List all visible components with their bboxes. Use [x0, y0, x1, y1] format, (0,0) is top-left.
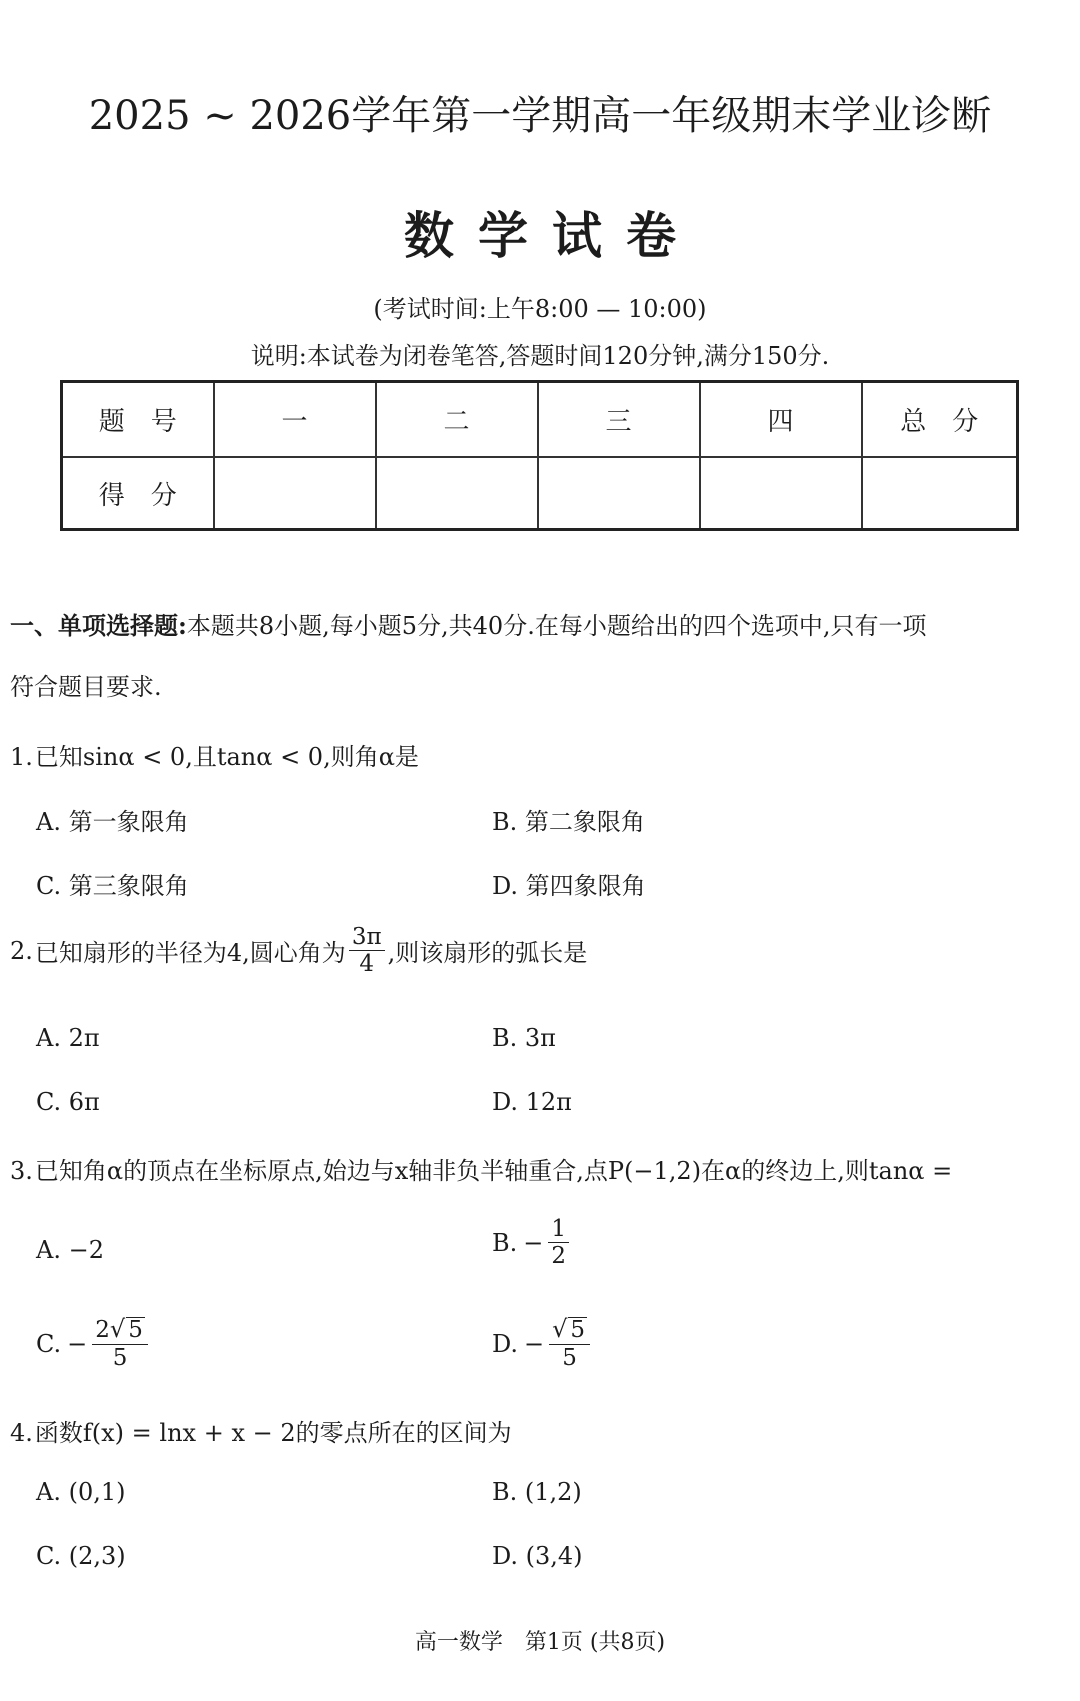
sqrt-expression	[110, 1316, 145, 1344]
question-3-option-d[interactable]	[492, 1316, 593, 1371]
fraction-denominator: 2	[551, 1243, 567, 1270]
question-1-number: 1.	[10, 743, 33, 771]
question-3-option-a[interactable]: A. −2	[36, 1236, 104, 1264]
score-cell-2[interactable]	[376, 457, 538, 529]
question-3-option-b[interactable]	[492, 1216, 572, 1270]
sqrt-expression	[552, 1316, 587, 1344]
score-cell-3[interactable]	[538, 457, 700, 529]
sqrt-icon: √	[109, 1315, 126, 1343]
question-4-option-b[interactable]: B. (1,2)	[492, 1478, 582, 1506]
score-table-col-1: 一	[214, 382, 376, 458]
question-3-stem	[10, 1151, 952, 1186]
question-2-option-b[interactable]: B. 3π	[492, 1024, 556, 1052]
section-1-intro-line-2: 符合题目要求.	[10, 673, 162, 701]
fraction-numerator	[92, 1316, 148, 1345]
section-1-intro-line-1: 本题共8小题,每小题5分,共40分.在每小题给出的四个选项中,只有一项	[186, 612, 927, 640]
fraction-numerator	[549, 1316, 590, 1345]
score-cell-1[interactable]	[214, 457, 376, 529]
question-2-option-c[interactable]: C. 6π	[36, 1088, 100, 1116]
question-4-option-c[interactable]: C. (2,3)	[36, 1542, 126, 1570]
score-table-label-question-number: 题 号	[62, 382, 214, 458]
question-4-option-a[interactable]: A. (0,1)	[36, 1478, 126, 1506]
sqrt-radicand: 5	[570, 1316, 586, 1343]
question-1-option-b[interactable]: B. 第二象限角	[492, 808, 645, 836]
option-d-label: D.	[492, 1329, 519, 1358]
question-2-stem	[10, 924, 587, 978]
option-b-minus: −	[523, 1228, 544, 1257]
question-4-text: 函数f(x) = lnx + x − 2的零点所在的区间为	[34, 1419, 512, 1447]
fraction-denominator: 4	[359, 951, 374, 978]
option-c-label: C.	[36, 1329, 62, 1358]
score-table-header-row	[62, 382, 1018, 458]
option-c-fraction	[92, 1316, 148, 1371]
option-b-label: B.	[492, 1228, 518, 1257]
page-footer: 高一数学 第1页 (共8页)	[414, 1630, 666, 1655]
question-4-stem	[10, 1413, 512, 1448]
fraction-numerator: 3π	[349, 924, 385, 951]
fraction-denominator: 5	[562, 1344, 577, 1371]
question-4-number: 4.	[10, 1419, 33, 1447]
question-2-angle-fraction	[349, 924, 385, 978]
question-2-number: 2.	[10, 936, 33, 965]
score-table-label-score: 得 分	[62, 457, 214, 529]
question-3-option-c[interactable]	[36, 1316, 151, 1371]
question-2-text-before: 已知扇形的半径为4,圆心角为	[34, 939, 346, 968]
question-1-option-a[interactable]: A. 第一象限角	[36, 808, 189, 836]
question-3-text: 已知角α的顶点在坐标原点,始边与x轴非负半轴重合,点P(−1,2)在α的终边上,则tanα =	[34, 1157, 953, 1185]
score-table-col-4: 四	[700, 382, 862, 458]
subject-title: 数学试卷	[404, 206, 700, 265]
question-1-stem	[10, 737, 419, 772]
question-3-number: 3.	[10, 1157, 33, 1185]
question-1-text: 已知sinα < 0,且tanα < 0,则角α是	[34, 743, 419, 771]
question-1-option-d[interactable]: D. 第四象限角	[492, 872, 646, 900]
score-table-col-total: 总 分	[862, 382, 1018, 458]
option-d-minus: −	[524, 1329, 545, 1358]
option-c-minus: −	[67, 1329, 88, 1358]
fraction-denominator: 5	[112, 1344, 128, 1371]
question-2-text-after: ,则该扇形的弧长是	[387, 939, 588, 968]
score-table-col-3: 三	[538, 382, 700, 458]
option-b-fraction	[548, 1216, 569, 1270]
exam-title: 2025 ~ 2026学年第一学期高一年级期末学业诊断	[88, 93, 992, 139]
question-2-option-d[interactable]: D. 12π	[492, 1088, 572, 1116]
score-cell-4[interactable]	[700, 457, 862, 529]
score-table	[60, 380, 1019, 531]
section-1-intro	[10, 606, 926, 641]
fraction-numerator: 1	[548, 1216, 569, 1243]
sqrt-radicand: 5	[128, 1316, 143, 1343]
score-table-col-2: 二	[376, 382, 538, 458]
score-table-score-row	[62, 457, 1018, 529]
question-4-option-d[interactable]: D. (3,4)	[492, 1542, 583, 1570]
score-cell-total[interactable]	[862, 457, 1018, 529]
exam-note: 说明:本试卷为闭卷笔答,答题时间120分钟,满分150分.	[250, 342, 830, 370]
exam-time: (考试时间:上午8:00 — 10:00)	[373, 295, 707, 323]
section-1-heading: 一、单项选择题:	[10, 611, 187, 640]
sqrt-icon: √	[552, 1315, 568, 1343]
question-1-option-c[interactable]: C. 第三象限角	[36, 872, 189, 900]
question-2-option-a[interactable]: A. 2π	[36, 1024, 100, 1052]
option-d-fraction	[549, 1316, 590, 1371]
sqrt-coefficient: 2	[95, 1317, 110, 1343]
